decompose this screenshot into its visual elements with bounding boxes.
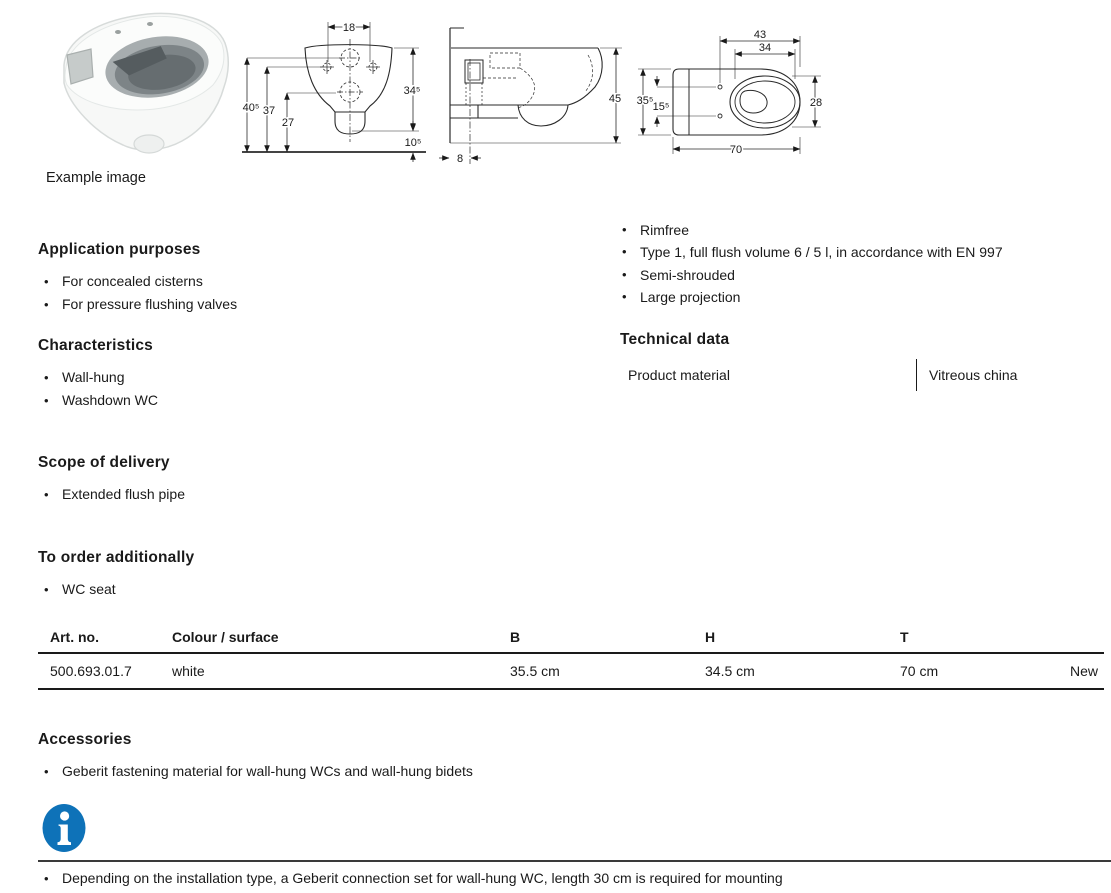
bullet-marker: •	[44, 487, 49, 502]
column-header-b: B	[510, 628, 521, 645]
column-header-colour-surface: Colour / surface	[172, 628, 279, 645]
technical-data-row	[628, 359, 1106, 391]
cell-art-no: 500.693.01.7	[50, 663, 132, 679]
dimension-label: 27	[281, 117, 295, 129]
column-header-t: T	[900, 628, 909, 645]
front-view-drawing	[240, 15, 440, 165]
features-list	[616, 219, 1111, 309]
dimension-label: 8	[456, 153, 464, 165]
list-item: • Wall-hung	[38, 366, 558, 389]
dimension-label: 18	[342, 22, 356, 34]
bullet-marker: •	[44, 764, 49, 779]
section-title-characteristics: Characteristics	[38, 337, 154, 354]
fixing-hole-left	[320, 60, 334, 74]
info-icon	[40, 801, 88, 855]
dimension-label: 15⁵	[652, 101, 670, 113]
column-header-h: H	[705, 628, 716, 645]
order-table	[38, 621, 1104, 690]
section-title-technical-data: Technical data	[620, 331, 730, 348]
side-opening	[67, 49, 93, 84]
bullet-marker: •	[44, 582, 49, 597]
section-title-to-order-additionally: To order additionally	[38, 549, 195, 566]
characteristics-list	[38, 366, 558, 412]
new-badge: New	[1069, 663, 1098, 679]
dimension-label: 34⁵	[403, 85, 421, 97]
dimension-label: 10⁵	[404, 137, 422, 149]
bullet-marker: •	[44, 393, 49, 408]
scope-of-delivery-list	[38, 483, 558, 506]
dimension-label: 45	[608, 93, 622, 105]
order-table-header-row	[38, 621, 1104, 654]
bullet-marker: •	[622, 289, 627, 305]
cell-h: 34.5 cm	[705, 663, 755, 679]
top-view-drawing	[632, 15, 877, 165]
dimension-label: 28	[809, 97, 823, 109]
bullet-marker: •	[622, 266, 627, 282]
bullet-marker: •	[622, 222, 627, 237]
list-item: • Rimfree	[616, 219, 1111, 241]
application-purposes-list	[38, 270, 558, 316]
cell-b: 35.5 cm	[510, 663, 560, 679]
list-item: • Extended flush pipe	[38, 483, 558, 506]
to-order-additionally-list	[38, 578, 558, 601]
list-item: • For pressure flushing valves	[38, 293, 558, 316]
accessories-list	[38, 760, 738, 783]
section-title-application-purposes: Application purposes	[38, 241, 201, 258]
bullet-marker: •	[622, 244, 627, 260]
section-title-accessories: Accessories	[38, 731, 132, 748]
section-title-scope-of-delivery: Scope of delivery	[38, 454, 170, 471]
dimension-label: 40⁵	[242, 102, 260, 114]
list-item: • WC seat	[38, 578, 558, 601]
product-photo	[36, 5, 236, 165]
dimension-label: 43	[753, 29, 767, 41]
side-view-drawing	[438, 15, 638, 170]
dimension-label: 37	[262, 105, 276, 117]
dimension-label: 35⁵	[636, 95, 654, 107]
example-image-caption: Example image	[46, 170, 146, 186]
cell-t: 70 cm	[900, 663, 939, 679]
column-header-art-no: Art. no.	[50, 628, 99, 645]
list-item: • For concealed cisterns	[38, 270, 558, 293]
list-item: • Geberit fastening material for wall-hung WCs and wall-hung bidets	[38, 760, 738, 783]
divider-line	[38, 860, 1111, 862]
fixing-hole-right	[366, 60, 380, 74]
dimension-label: 34	[758, 42, 772, 54]
list-item: • Depending on the installation type, a Geberit connection set for wall-hung WC, length 30 cm is required for mounting	[38, 867, 1098, 890]
bullet-marker: •	[44, 274, 49, 289]
list-item: • Large projection	[616, 286, 1111, 308]
table-row	[38, 654, 1104, 690]
notes-list	[38, 867, 1098, 890]
dimension-label: 70	[729, 144, 743, 156]
bullet-marker: •	[44, 297, 49, 312]
technical-data-value: Vitreous china	[916, 359, 1017, 391]
bullet-marker: •	[44, 370, 49, 385]
cell-colour: white	[172, 663, 205, 679]
list-item: • Semi-shrouded	[616, 264, 1111, 286]
list-item: • Type 1, full flush volume 6 / 5 l, in accordance with EN 997	[616, 241, 1111, 263]
bullet-marker: •	[44, 871, 49, 886]
list-item: • Washdown WC	[38, 389, 558, 412]
technical-data-label: Product material	[628, 367, 730, 383]
